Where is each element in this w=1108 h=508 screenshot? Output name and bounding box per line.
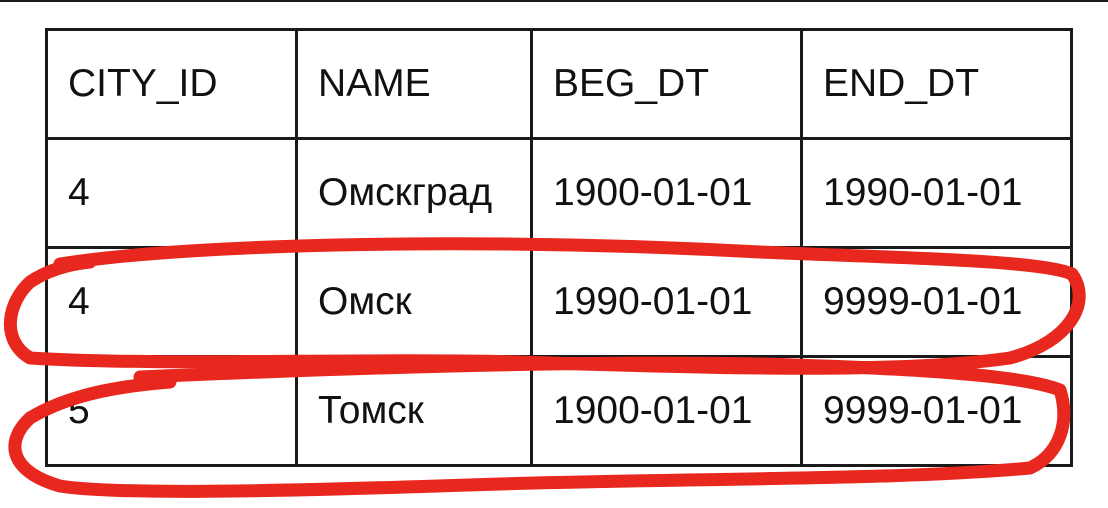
cell-city-id: 4	[47, 248, 297, 357]
cell-end-dt: 9999-01-01	[802, 248, 1072, 357]
cell-name: Томск	[297, 357, 532, 466]
cell-beg-dt: 1990-01-01	[532, 248, 802, 357]
header-beg-dt: BEG_DT	[532, 30, 802, 139]
header-name: NAME	[297, 30, 532, 139]
table-row	[47, 357, 1072, 466]
city-table	[45, 28, 1073, 467]
header-end-dt: END_DT	[802, 30, 1072, 139]
cell-name: Омскград	[297, 139, 532, 248]
cell-city-id: 5	[47, 357, 297, 466]
cell-beg-dt: 1900-01-01	[532, 139, 802, 248]
cell-name: Омск	[297, 248, 532, 357]
cell-end-dt: 1990-01-01	[802, 139, 1072, 248]
cell-city-id: 4	[47, 139, 297, 248]
header-city-id: CITY_ID	[47, 30, 297, 139]
table-row	[47, 248, 1072, 357]
table-row	[47, 139, 1072, 248]
cell-beg-dt: 1900-01-01	[532, 357, 802, 466]
cell-end-dt: 9999-01-01	[802, 357, 1072, 466]
table-header-row	[47, 30, 1072, 139]
